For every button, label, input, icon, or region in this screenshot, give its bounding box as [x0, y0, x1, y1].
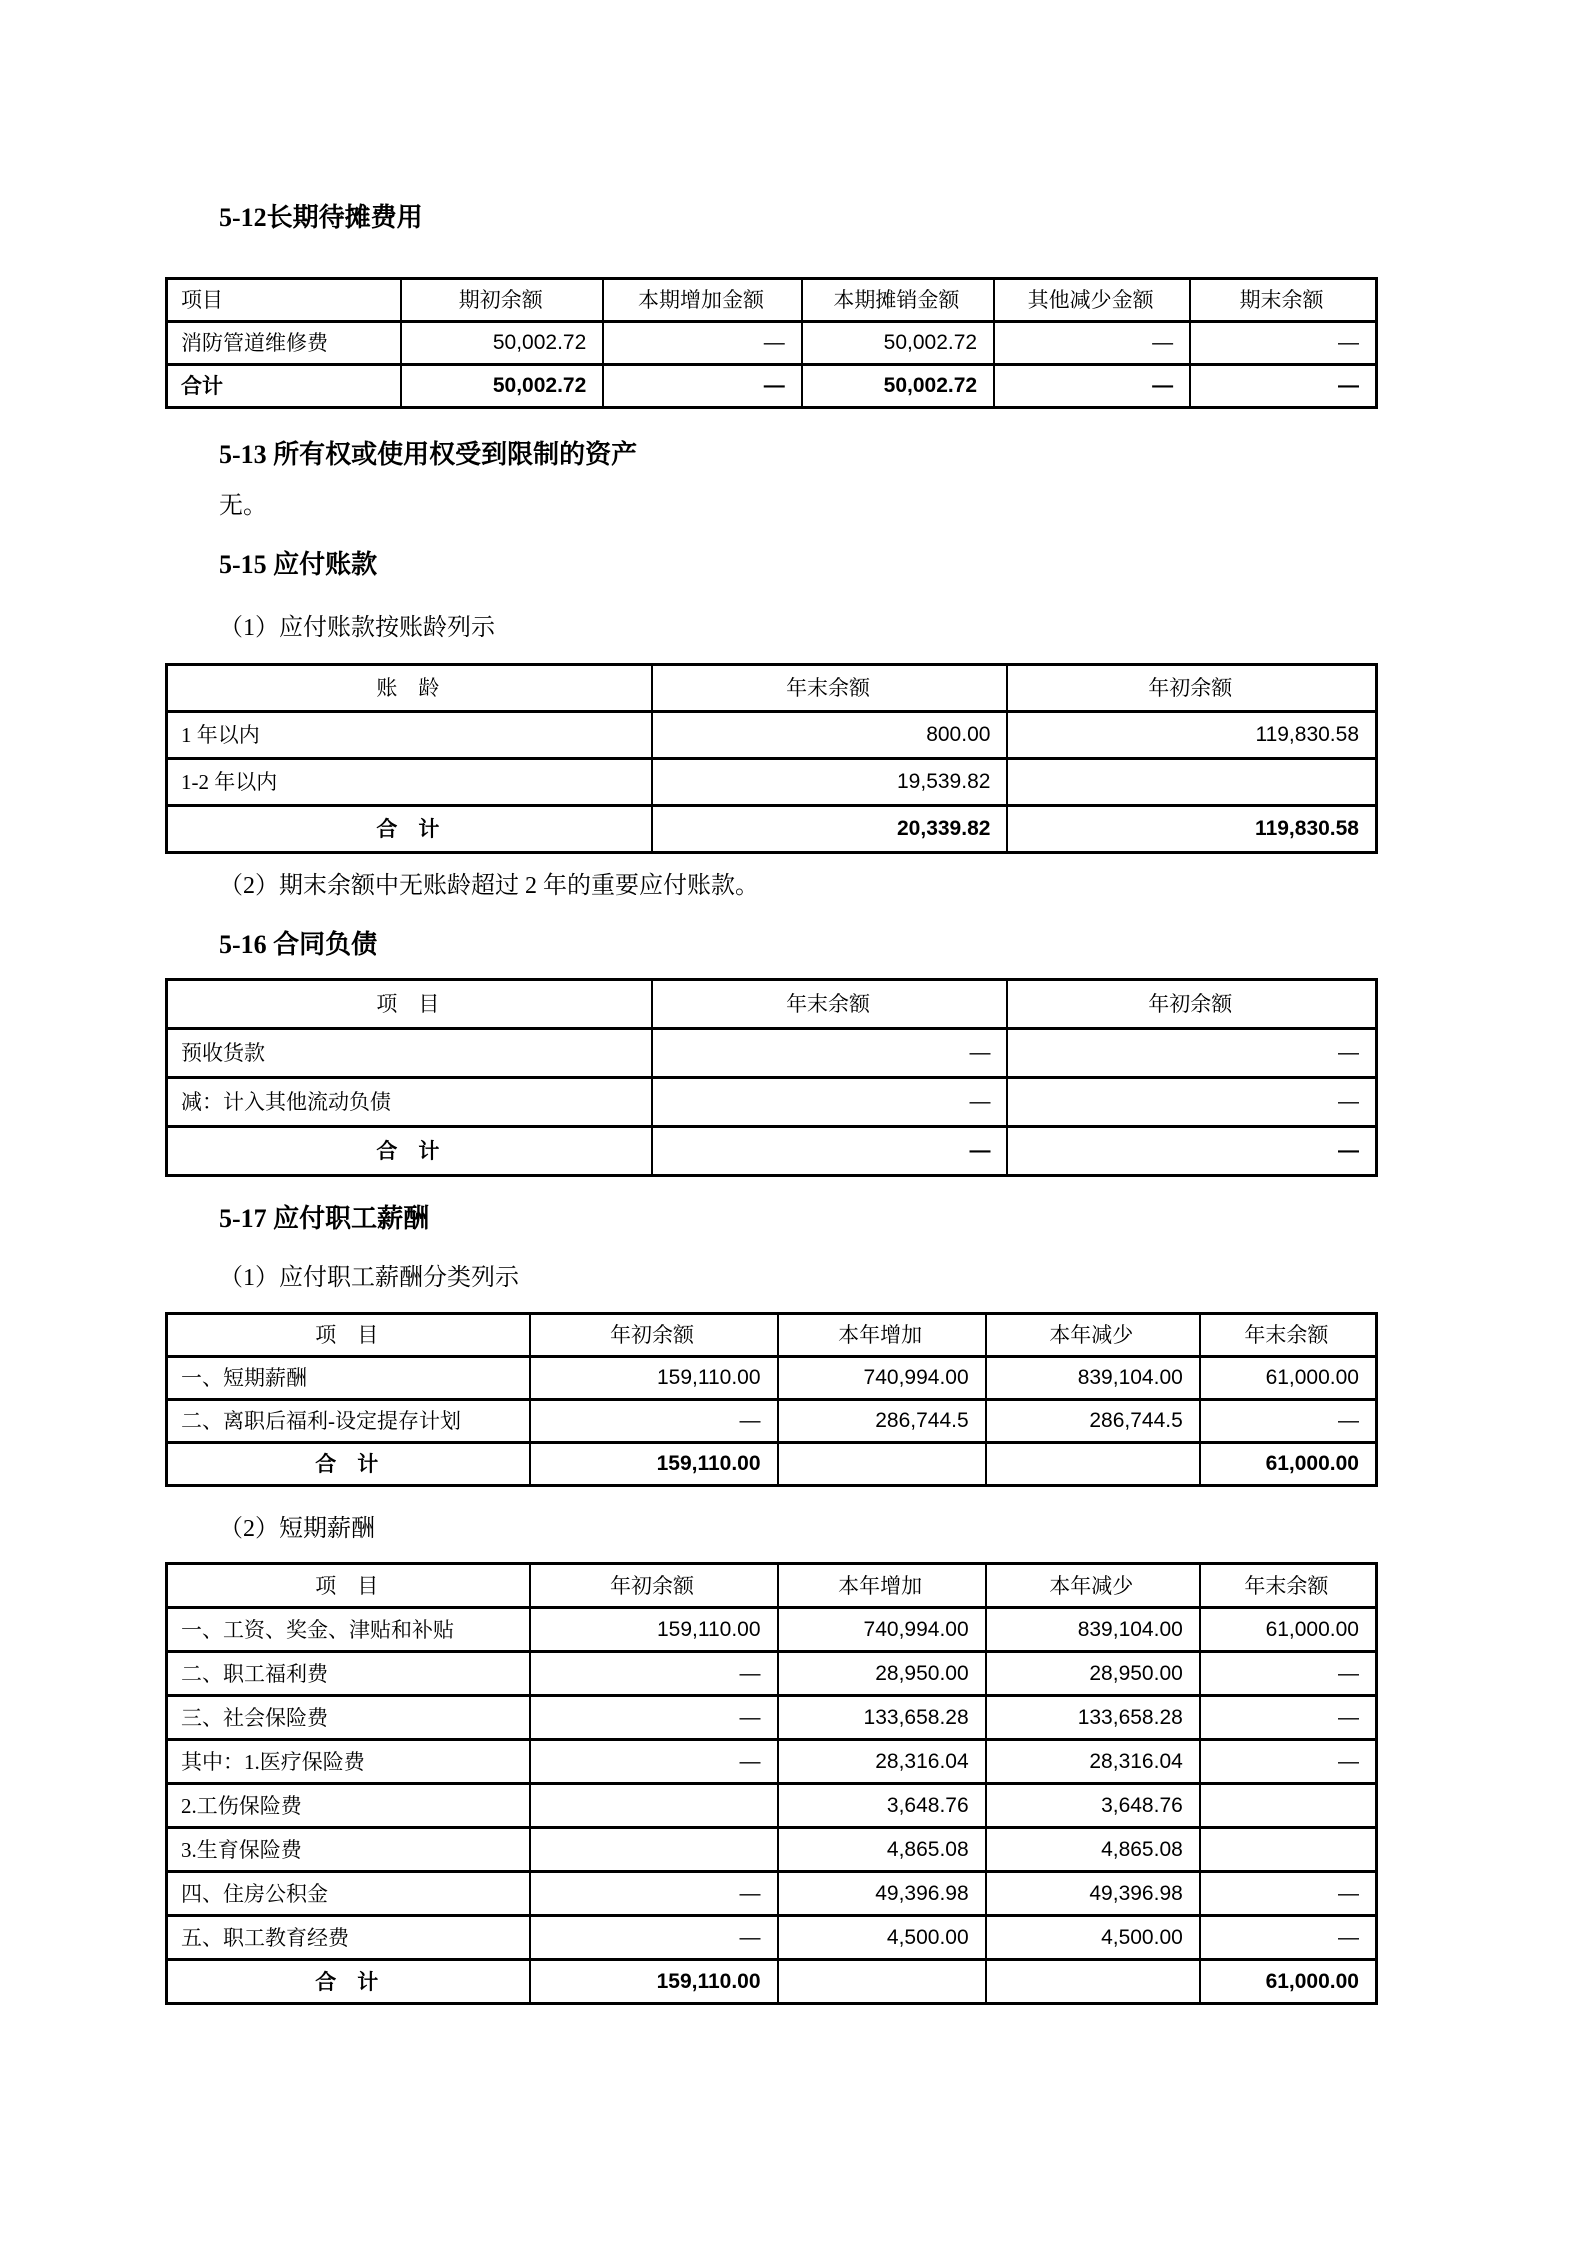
cell-value: 50,002.72	[401, 365, 603, 408]
table-short-term-compensation	[165, 1562, 1378, 2005]
column-header: 年初余额	[1007, 665, 1376, 712]
cell-value: 61,000.00	[1200, 1608, 1377, 1652]
cell-value: 61,000.00	[1200, 1960, 1377, 2004]
table-header-row	[167, 1314, 1377, 1357]
cell-value: —	[530, 1400, 778, 1443]
cell-label: 合 计	[167, 1443, 530, 1486]
cell-label: 3.生育保险费	[167, 1828, 530, 1872]
cell-value: 159,110.00	[530, 1443, 778, 1486]
cell-value: 50,002.72	[401, 322, 603, 365]
cell-value	[1200, 1784, 1377, 1828]
column-header: 项 目	[167, 980, 652, 1029]
cell-value: 740,994.00	[778, 1608, 986, 1652]
cell-value: 49,396.98	[778, 1872, 986, 1916]
table-total-row	[167, 365, 1377, 408]
cell-value: —	[1200, 1916, 1377, 1960]
cell-value: —	[1200, 1872, 1377, 1916]
table-contract-liabilities	[165, 978, 1378, 1177]
cell-value: —	[652, 1078, 1008, 1127]
section-body-none: 无。	[219, 493, 267, 519]
table-row	[167, 1872, 1377, 1916]
cell-value: 286,744.5	[778, 1400, 986, 1443]
cell-value: —	[652, 1029, 1008, 1078]
cell-label: 五、职工教育经费	[167, 1916, 530, 1960]
cell-value	[530, 1828, 778, 1872]
column-header: 本年增加	[778, 1564, 986, 1608]
cell-label: 1-2 年以内	[167, 759, 652, 806]
cell-value: 133,658.28	[778, 1696, 986, 1740]
cell-label: 减：计入其他流动负债	[167, 1078, 652, 1127]
column-header: 本年减少	[986, 1314, 1200, 1357]
table-row	[167, 1740, 1377, 1784]
column-header: 项 目	[167, 1564, 530, 1608]
cell-value: —	[1007, 1029, 1376, 1078]
cell-value: 3,648.76	[778, 1784, 986, 1828]
cell-value: —	[1200, 1740, 1377, 1784]
cell-value: 50,002.72	[802, 365, 994, 408]
table-accounts-payable-aging	[165, 663, 1378, 854]
cell-label: 合 计	[167, 1127, 652, 1176]
cell-value	[778, 1443, 986, 1486]
table-header-row	[167, 1564, 1377, 1608]
cell-label: 2.工伤保险费	[167, 1784, 530, 1828]
cell-value	[1200, 1828, 1377, 1872]
table-header-row	[167, 980, 1377, 1029]
column-header: 项目	[167, 279, 402, 322]
cell-value: 61,000.00	[1200, 1443, 1377, 1486]
cell-value: 286,744.5	[986, 1400, 1200, 1443]
column-header: 本期摊销金额	[802, 279, 994, 322]
cell-label: 二、离职后福利-设定提存计划	[167, 1400, 530, 1443]
table-row	[167, 1029, 1377, 1078]
column-header: 年末余额	[652, 665, 1008, 712]
cell-value: 28,950.00	[778, 1652, 986, 1696]
cell-value: —	[994, 322, 1190, 365]
table-employee-compensation-summary	[165, 1312, 1378, 1487]
section-title-5-16: 5-16 合同负债	[219, 930, 378, 959]
table-row	[167, 1916, 1377, 1960]
table-total-row	[167, 1960, 1377, 2004]
column-header: 本年减少	[986, 1564, 1200, 1608]
cell-value: 133,658.28	[986, 1696, 1200, 1740]
section-title-5-15: 5-15 应付账款	[219, 550, 378, 579]
cell-value: —	[530, 1652, 778, 1696]
column-header: 期末余额	[1190, 279, 1376, 322]
cell-label: 1 年以内	[167, 712, 652, 759]
cell-value: —	[1007, 1127, 1376, 1176]
cell-value: —	[1190, 365, 1376, 408]
cell-value: 159,110.00	[530, 1960, 778, 2004]
table-row	[167, 1078, 1377, 1127]
table-long-term-deferred-expenses	[165, 277, 1378, 409]
cell-value: 4,865.08	[986, 1828, 1200, 1872]
cell-value: 119,830.58	[1007, 806, 1376, 853]
cell-value: —	[1200, 1696, 1377, 1740]
subsection-title-short-term: （2）短期薪酬	[219, 1516, 375, 1542]
cell-value: 49,396.98	[986, 1872, 1200, 1916]
table-row	[167, 759, 1377, 806]
table-row	[167, 1828, 1377, 1872]
cell-value	[1007, 759, 1376, 806]
column-header: 账 龄	[167, 665, 652, 712]
cell-label: 合 计	[167, 1960, 530, 2004]
cell-value: —	[1200, 1400, 1377, 1443]
cell-value: —	[652, 1127, 1008, 1176]
cell-label: 其中：1.医疗保险费	[167, 1740, 530, 1784]
cell-label: 四、住房公积金	[167, 1872, 530, 1916]
cell-value: —	[530, 1872, 778, 1916]
cell-value	[986, 1443, 1200, 1486]
cell-value: 4,500.00	[778, 1916, 986, 1960]
column-header: 年末余额	[1200, 1314, 1377, 1357]
table-row	[167, 1784, 1377, 1828]
column-header: 期初余额	[401, 279, 603, 322]
cell-value: 159,110.00	[530, 1357, 778, 1400]
column-header: 本年增加	[778, 1314, 986, 1357]
cell-value: —	[530, 1740, 778, 1784]
section-title-5-13: 5-13 所有权或使用权受到限制的资产	[219, 440, 638, 469]
cell-label: 消防管道维修费	[167, 322, 402, 365]
column-header: 年初余额	[530, 1564, 778, 1608]
cell-value: —	[1190, 322, 1376, 365]
cell-label: 三、社会保险费	[167, 1696, 530, 1740]
table-row	[167, 712, 1377, 759]
cell-value	[986, 1960, 1200, 2004]
cell-value: —	[1007, 1078, 1376, 1127]
cell-value: 159,110.00	[530, 1608, 778, 1652]
cell-value: 28,316.04	[778, 1740, 986, 1784]
table-row	[167, 1357, 1377, 1400]
page-content	[165, 0, 1378, 2005]
column-header: 年末余额	[652, 980, 1008, 1029]
table-row	[167, 1652, 1377, 1696]
table-header-row	[167, 279, 1377, 322]
cell-value: —	[994, 365, 1190, 408]
cell-value	[530, 1784, 778, 1828]
table-row	[167, 1608, 1377, 1652]
cell-value: 20,339.82	[652, 806, 1008, 853]
cell-label: 预收货款	[167, 1029, 652, 1078]
cell-value: 839,104.00	[986, 1357, 1200, 1400]
column-header: 年初余额	[1007, 980, 1376, 1029]
column-header: 本期增加金额	[603, 279, 801, 322]
table-total-row	[167, 1443, 1377, 1486]
subsection-title-aging: （1）应付账款按账龄列示	[219, 615, 495, 641]
column-header: 年末余额	[1200, 1564, 1377, 1608]
column-header: 年初余额	[530, 1314, 778, 1357]
table-total-row	[167, 806, 1377, 853]
section-title-5-12: 5-12长期待摊费用	[219, 203, 423, 232]
cell-value: 4,500.00	[986, 1916, 1200, 1960]
cell-value: 28,316.04	[986, 1740, 1200, 1784]
cell-value: —	[530, 1916, 778, 1960]
table-row	[167, 1400, 1377, 1443]
table-header-row	[167, 665, 1377, 712]
cell-label: 一、短期薪酬	[167, 1357, 530, 1400]
cell-value	[778, 1960, 986, 2004]
section-title-5-17: 5-17 应付职工薪酬	[219, 1204, 430, 1233]
cell-label: 合计	[167, 365, 402, 408]
subsection-note: （2）期末余额中无账龄超过 2 年的重要应付账款。	[219, 873, 759, 899]
cell-value: 3,648.76	[986, 1784, 1200, 1828]
subsection-title-classified: （1）应付职工薪酬分类列示	[219, 1265, 519, 1291]
cell-value: 119,830.58	[1007, 712, 1376, 759]
cell-label: 一、工资、奖金、津贴和补贴	[167, 1608, 530, 1652]
cell-value: 61,000.00	[1200, 1357, 1377, 1400]
cell-label: 二、职工福利费	[167, 1652, 530, 1696]
cell-value: 839,104.00	[986, 1608, 1200, 1652]
table-total-row	[167, 1127, 1377, 1176]
cell-value: 740,994.00	[778, 1357, 986, 1400]
table-row	[167, 322, 1377, 365]
cell-value: 4,865.08	[778, 1828, 986, 1872]
table-row	[167, 1696, 1377, 1740]
column-header: 其他减少金额	[994, 279, 1190, 322]
cell-value: 19,539.82	[652, 759, 1008, 806]
cell-value: —	[603, 322, 801, 365]
cell-value: 28,950.00	[986, 1652, 1200, 1696]
cell-value: —	[1200, 1652, 1377, 1696]
cell-value: —	[603, 365, 801, 408]
cell-value: 50,002.72	[802, 322, 994, 365]
cell-label: 合 计	[167, 806, 652, 853]
column-header: 项 目	[167, 1314, 530, 1357]
cell-value: 800.00	[652, 712, 1008, 759]
cell-value: —	[530, 1696, 778, 1740]
